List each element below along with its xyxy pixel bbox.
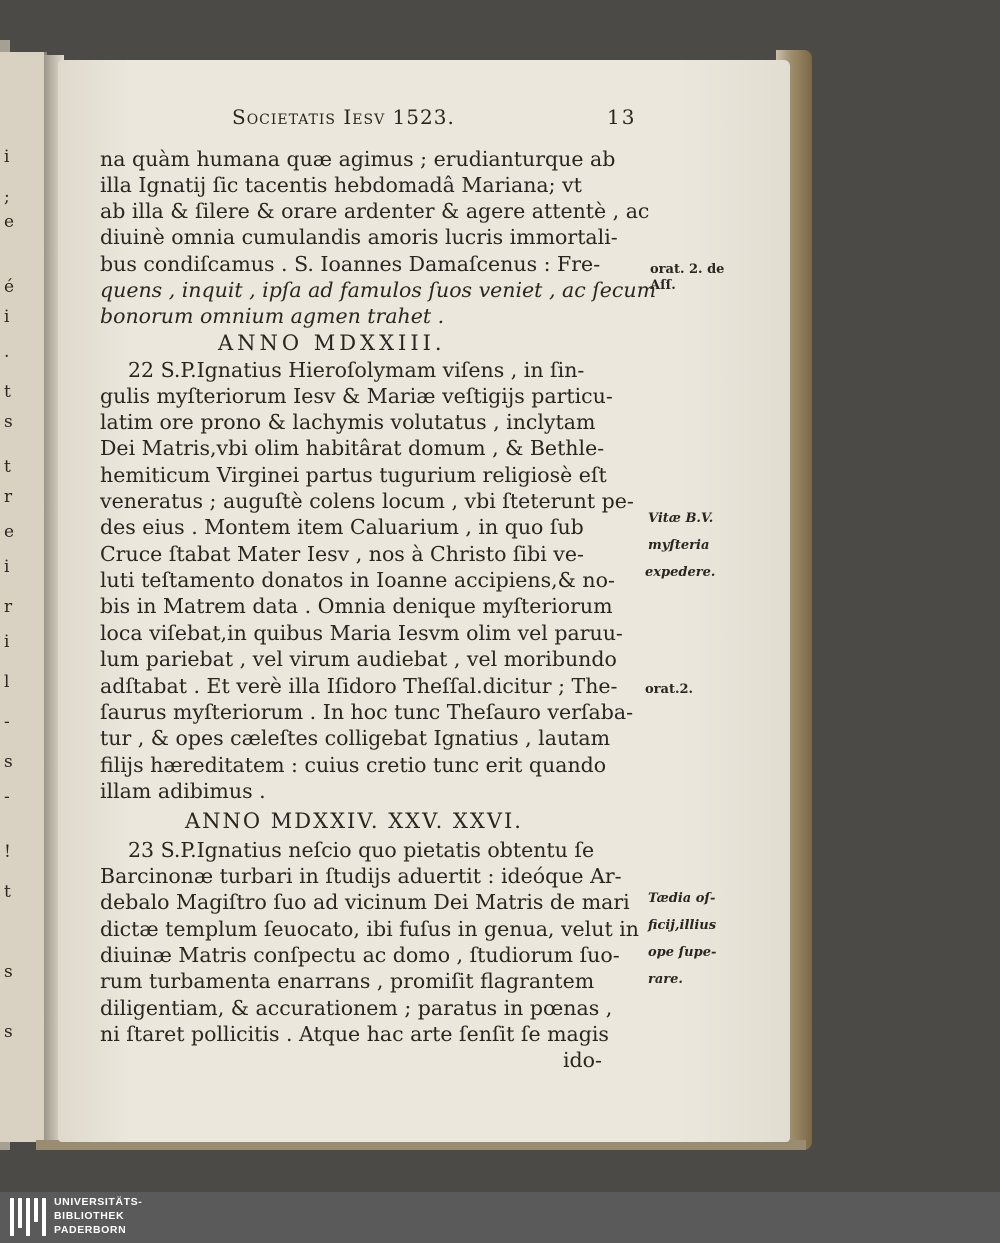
body-line: diligentiam, & accurationem ; paratus in pœnas ,	[100, 996, 613, 1020]
left-page-fragment: r	[4, 487, 13, 507]
body-line: veneratus ; auguſtè colens locum , vbi ſteterunt pe-	[100, 489, 634, 513]
body-line: adſtabat . Et verè illa Iſidoro Theſſal.dicitur ; The-	[100, 674, 618, 698]
body-line: latim ore prono & lachymis volutatus , inclytam	[100, 410, 596, 434]
body-line: illa Ignatij ſic tacentis hebdomadâ Mariana; vt	[100, 173, 582, 197]
left-page-fragment: s	[4, 752, 13, 772]
body-line: quens , inquit , ipſa ad famulos ſuos veniet , ac ſecum	[100, 278, 657, 302]
body-line: lum pariebat , vel virum audiebat , vel moribundo	[100, 647, 617, 671]
left-page-fragment: r	[4, 597, 13, 617]
body-line: diuinæ Matris conſpectu ac domo , ſtudiorum ſuo-	[100, 943, 620, 967]
left-page-fragment: t	[4, 457, 11, 477]
left-page-fragment: s	[4, 1022, 13, 1042]
catchword: ido-	[563, 1048, 602, 1072]
body-line: 23 S.P.Ignatius neſcio quo pietatis obtentu ſe	[128, 838, 595, 862]
body-line: luti teſtamento donatos in Ioanne accipiens,& no-	[100, 568, 615, 592]
left-page-fragment: i	[4, 557, 10, 577]
left-page-fragment: é	[4, 277, 15, 297]
body-line: tur , & opes cæleſtes colligebat Ignatius , lautam	[100, 726, 611, 750]
body-line: gulis myſteriorum Iesv & Mariæ veſtigijs particu-	[100, 384, 613, 408]
body-line: ab illa & ſilere & orare ardenter & agere attentè , ac	[100, 199, 650, 223]
body-line: bis in Matrem data . Omnia denique myſteriorum	[100, 594, 613, 618]
margin-note: myſteria	[648, 538, 710, 553]
left-page-fragment: t	[4, 882, 11, 902]
body-line: diuinè omnia cumulandis amoris lucris immortali-	[100, 225, 618, 249]
library-name-line: UNIVERSITÄTS-	[54, 1196, 143, 1208]
body-line: Cruce ſtabat Mater Iesv , nos à Christo ſibi ve-	[100, 542, 584, 566]
left-page-fragment: s	[4, 412, 13, 432]
body-line: ſaurus myſteriorum . In hoc tunc Theſauro verſaba-	[100, 700, 633, 724]
body-line: Dei Matris,vbi olim habitârat domum , & Bethle-	[100, 436, 605, 460]
body-line: filijs hæreditatem : cuius cretio tunc erit quando	[100, 753, 607, 777]
library-name	[54, 1195, 142, 1237]
left-page	[0, 52, 47, 1142]
left-page-fragment: t	[4, 382, 11, 402]
margin-note: orat. 2. de	[650, 262, 725, 277]
margin-note: rare.	[648, 972, 683, 987]
footer-bar	[0, 1192, 1000, 1243]
left-page-fragment: e	[4, 212, 15, 232]
year-heading: ANNO MDXXIII.	[218, 331, 446, 355]
body-line: na quàm humana quæ agimus ; erudianturque ab	[100, 147, 616, 171]
margin-note: orat.2.	[645, 682, 694, 697]
body-line: ni ſtaret pollicitis . Atque hac arte ſenſit ſe magis	[100, 1022, 609, 1046]
margin-note: Aſſ.	[650, 278, 676, 293]
left-page-fragment: i	[4, 147, 10, 167]
body-line: 22 S.P.Ignatius Hieroſolymam viſens , in ſin-	[128, 358, 585, 382]
body-line: hemiticum Virginei partus tugurium religiosè eſt	[100, 463, 607, 487]
left-page-fragment: -	[4, 787, 10, 807]
left-page-fragment: ;	[4, 187, 10, 207]
body-line: loca viſebat,in quibus Maria Iesvm olim vel paruu-	[100, 621, 623, 645]
body-line: debalo Magiſtro ſuo ad vicinum Dei Matris de mari	[100, 890, 630, 914]
margin-note: ficij,illius	[648, 918, 717, 933]
library-name-line: PADERBORN	[54, 1224, 127, 1236]
running-title: Societatis Iesv 1523.	[232, 105, 455, 129]
margin-note: expedere.	[645, 565, 716, 580]
body-line: Barcinonæ turbari in ſtudijs aduertit : ideóque Ar-	[100, 864, 622, 888]
left-page-fragment: s	[4, 962, 13, 982]
margin-note: ope ſupe-	[648, 945, 717, 960]
left-page-fragment: !	[4, 842, 11, 862]
page-number: 13	[607, 105, 637, 129]
body-line: bonorum omnium agmen trahet .	[100, 304, 445, 328]
body-line: bus condiſcamus . S. Ioannes Damaſcenus : Fre-	[100, 252, 601, 276]
library-name-line: BIBLIOTHEK	[54, 1210, 125, 1222]
left-page-fragment: e	[4, 522, 15, 542]
left-page-fragment: l	[4, 672, 10, 692]
left-page-fragment: i	[4, 632, 10, 652]
margin-note: Tædia oſ-	[648, 891, 716, 906]
body-line: rum turbamenta enarrans , promiſit flagrantem	[100, 969, 595, 993]
year-heading: ANNO MDXXIV. XXV. XXVI.	[185, 809, 523, 833]
body-line: des eius . Montem item Caluarium , in quo ſub	[100, 515, 584, 539]
library-logo-icon	[10, 1198, 48, 1236]
body-line: dictæ templum ſeuocato, ibi fuſus in genua, velut in	[100, 917, 639, 941]
margin-note: Vitæ B.V.	[648, 511, 714, 526]
left-page-fragment: i	[4, 307, 10, 327]
left-page-fragment: -	[4, 712, 10, 732]
body-line: illam adibimus .	[100, 779, 266, 803]
left-page-fragment: .	[4, 342, 10, 362]
